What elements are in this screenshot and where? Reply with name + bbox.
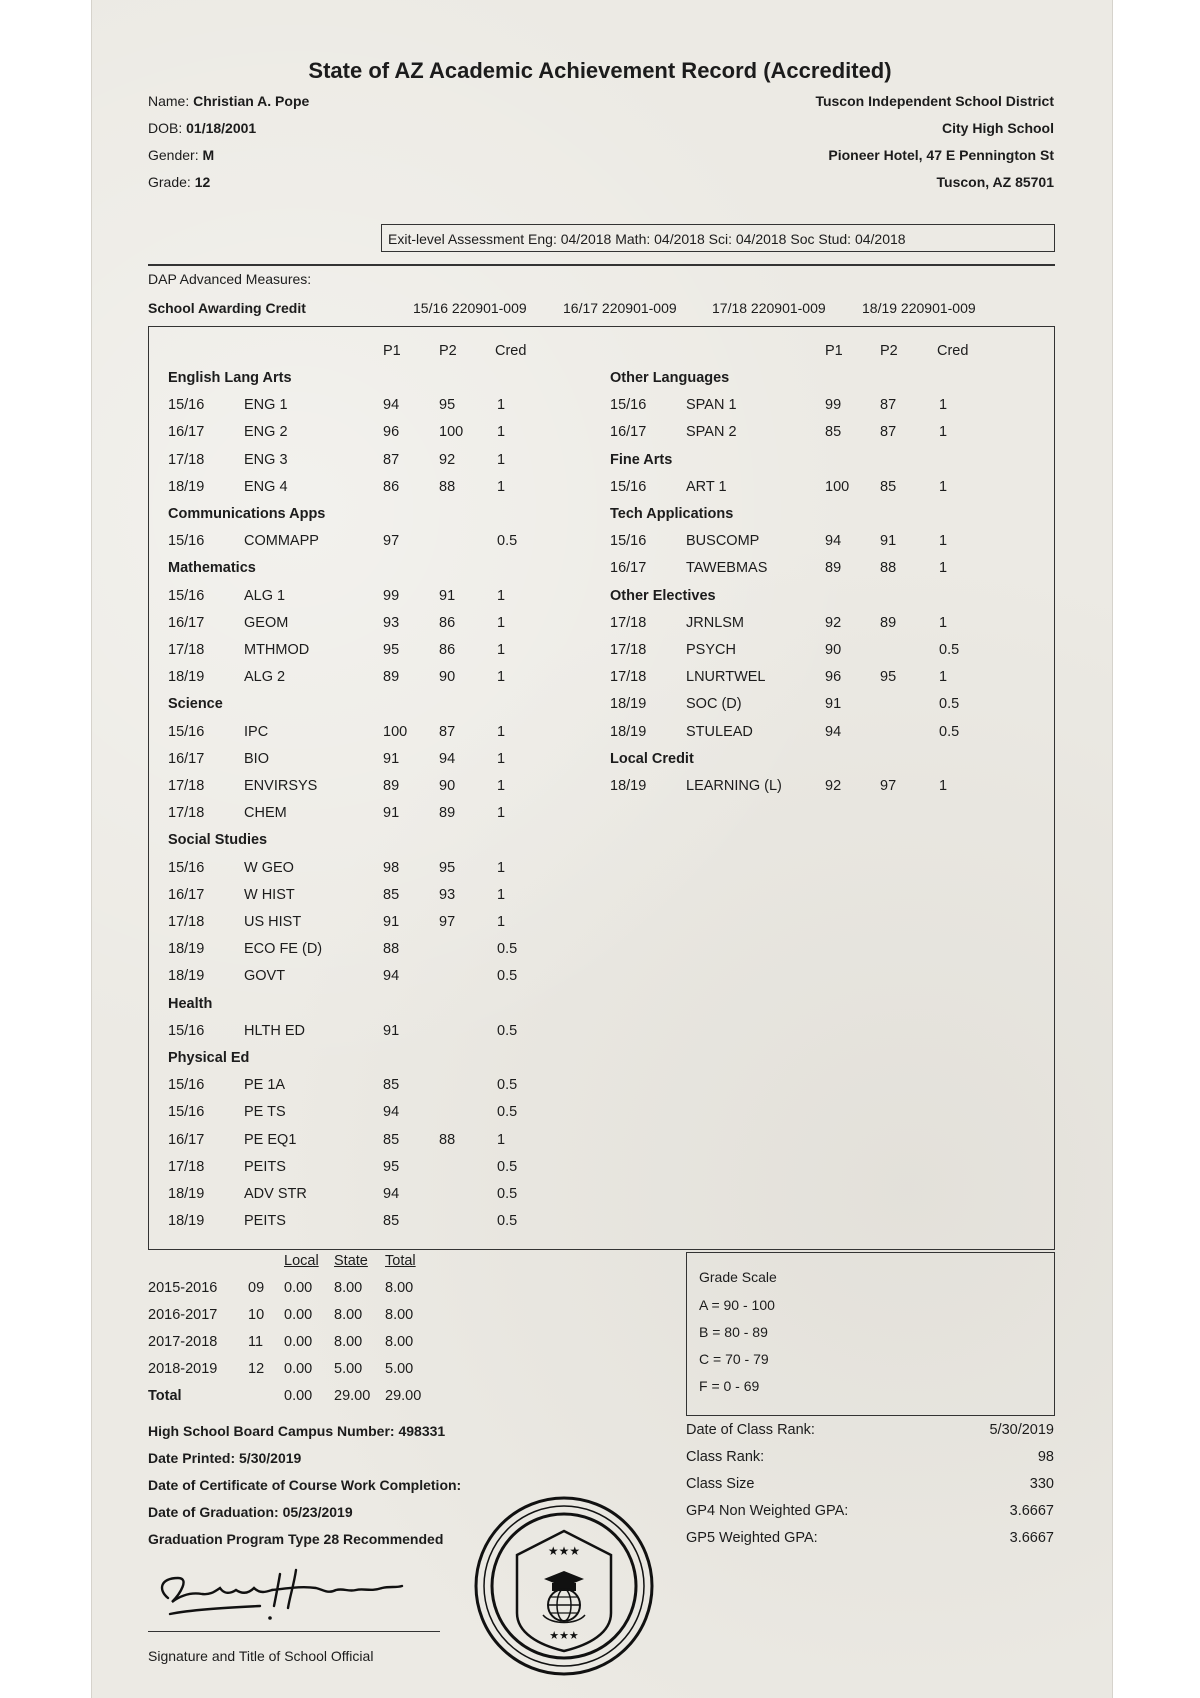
course-p1: 85 bbox=[825, 424, 842, 441]
course-name: IPC bbox=[244, 723, 269, 740]
rank-row bbox=[0, 1444, 1200, 1471]
credit-state: 5.00 bbox=[334, 1361, 363, 1377]
credit-year: 2015-2016 bbox=[148, 1280, 218, 1296]
course-p1: 92 bbox=[825, 778, 842, 794]
course-credit: 0.5 bbox=[497, 968, 518, 985]
rank-value: 5/30/2019 bbox=[989, 1422, 1054, 1438]
course-year: 17/18 bbox=[168, 1158, 205, 1175]
course-p2: 87 bbox=[439, 723, 456, 740]
course-credit: 1 bbox=[497, 424, 506, 441]
school-name: City High School bbox=[942, 120, 1054, 136]
course-year: 17/18 bbox=[610, 614, 647, 631]
section-title: Other Electives bbox=[610, 587, 716, 604]
course-year: 17/18 bbox=[168, 914, 205, 930]
course-name: BIO bbox=[244, 750, 269, 767]
course-p2: 88 bbox=[880, 560, 897, 577]
section-title: Fine Arts bbox=[610, 451, 673, 468]
course-credit: 1 bbox=[497, 723, 506, 740]
course-credit: 1 bbox=[497, 886, 506, 903]
course-credit: 1 bbox=[497, 778, 506, 794]
course-year: 18/19 bbox=[168, 1186, 205, 1202]
course-year: 18/19 bbox=[168, 941, 205, 958]
course-row bbox=[0, 1208, 1200, 1235]
rank-label: GP4 Non Weighted GPA: bbox=[686, 1503, 849, 1519]
course-section-heading bbox=[0, 501, 1200, 528]
credit-local: 0.00 bbox=[284, 1280, 313, 1296]
course-name: JRNLSM bbox=[686, 614, 745, 631]
course-name: ENG 2 bbox=[244, 424, 288, 441]
course-p1: 100 bbox=[825, 478, 850, 495]
course-p1: 99 bbox=[825, 397, 842, 414]
student-gender: Gender: M bbox=[148, 147, 215, 163]
graduation-date: Date of Graduation: 05/23/2019 bbox=[148, 1504, 353, 1520]
course-name: LEARNING (L) bbox=[686, 778, 782, 794]
rank-value: 98 bbox=[1037, 1449, 1054, 1465]
course-name: PEITS bbox=[244, 1158, 286, 1175]
course-name: STULEAD bbox=[686, 723, 753, 740]
course-name: W HIST bbox=[244, 886, 295, 903]
school-awarding-label: School Awarding Credit bbox=[148, 300, 306, 316]
credit-summary-row bbox=[0, 1275, 600, 1302]
svg-text:★★★: ★★★ bbox=[547, 1544, 581, 1558]
credit-local: 0.00 bbox=[284, 1307, 313, 1323]
course-credit: 0.5 bbox=[497, 941, 518, 958]
course-row bbox=[0, 882, 1200, 909]
course-name: GEOM bbox=[244, 614, 289, 631]
course-credit: 0.5 bbox=[497, 1022, 518, 1039]
course-name: ENG 4 bbox=[244, 478, 288, 495]
course-credit: 1 bbox=[497, 750, 506, 767]
course-credit: 1 bbox=[497, 914, 506, 930]
school-seal-icon bbox=[471, 1493, 657, 1679]
course-row bbox=[0, 855, 1200, 882]
course-name: PSYCH bbox=[686, 642, 736, 658]
signature-caption: Signature and Title of School Official bbox=[148, 1648, 374, 1664]
course-p1: 96 bbox=[383, 424, 400, 441]
credit-year: 2017-2018 bbox=[148, 1334, 218, 1350]
course-p2: 97 bbox=[439, 914, 456, 930]
rank-label: Class Rank: bbox=[686, 1449, 765, 1465]
course-p1: 91 bbox=[383, 805, 400, 822]
course-p1: 95 bbox=[383, 642, 400, 658]
total-state: 29.00 bbox=[334, 1388, 371, 1404]
course-name: ALG 2 bbox=[244, 669, 286, 686]
course-p1: 91 bbox=[383, 750, 400, 767]
course-name: MTHMOD bbox=[244, 642, 310, 658]
rank-row bbox=[0, 1417, 1200, 1444]
course-name: PE 1A bbox=[244, 1077, 286, 1094]
course-year: 18/19 bbox=[168, 669, 205, 686]
course-credit: 1 bbox=[939, 614, 948, 631]
course-year: 16/17 bbox=[610, 560, 647, 577]
course-year: 15/16 bbox=[168, 533, 205, 550]
left-cred-header: Cred bbox=[495, 343, 527, 359]
course-p1: 94 bbox=[383, 968, 400, 985]
course-section-heading bbox=[0, 583, 1200, 610]
rank-label: Date of Class Rank: bbox=[686, 1422, 815, 1438]
course-p1: 89 bbox=[383, 669, 400, 686]
grade-scale-title: Grade Scale bbox=[699, 1269, 777, 1285]
course-year: 18/19 bbox=[168, 478, 205, 495]
course-p1: 89 bbox=[825, 560, 842, 577]
course-row bbox=[0, 936, 1200, 963]
credit-grade: 11 bbox=[248, 1334, 264, 1350]
course-row bbox=[0, 610, 1200, 637]
student-dob: DOB: 01/18/2001 bbox=[148, 120, 257, 136]
course-name: W GEO bbox=[244, 859, 294, 876]
course-p1: 86 bbox=[383, 478, 400, 495]
course-p1: 93 bbox=[383, 614, 400, 631]
course-year: 15/16 bbox=[168, 1022, 205, 1039]
course-p1: 94 bbox=[825, 533, 842, 550]
rank-value: 330 bbox=[1029, 1476, 1054, 1492]
awarding-year-2: 16/17 220901-009 bbox=[563, 300, 677, 316]
exit-assessment-box: Exit-level Assessment Eng: 04/2018 Math: 04/2018 Sci: 04/2018 Soc Stud: 04/2018 bbox=[381, 224, 1055, 252]
course-p2: 95 bbox=[439, 397, 456, 414]
school-address: Pioneer Hotel, 47 E Pennington St bbox=[828, 147, 1054, 163]
course-credit: 1 bbox=[497, 642, 506, 658]
course-year: 15/16 bbox=[168, 397, 205, 414]
course-p2: 88 bbox=[439, 478, 456, 495]
dap-label: DAP Advanced Measures: bbox=[148, 271, 312, 287]
credit-total: 8.00 bbox=[385, 1307, 414, 1323]
course-p1: 94 bbox=[383, 1186, 400, 1202]
section-title: Physical Ed bbox=[168, 1050, 250, 1066]
course-name: CHEM bbox=[244, 805, 287, 822]
section-title: Other Languages bbox=[610, 370, 730, 386]
course-credit: 1 bbox=[939, 560, 948, 577]
awarding-year-1: 15/16 220901-009 bbox=[413, 300, 527, 316]
section-title: Communications Apps bbox=[168, 506, 326, 522]
signature-line bbox=[148, 1631, 440, 1632]
section-title: Health bbox=[168, 995, 213, 1012]
course-name: ENG 1 bbox=[244, 397, 288, 414]
course-row bbox=[0, 909, 1200, 936]
course-section-heading bbox=[0, 746, 1200, 773]
course-year: 15/16 bbox=[610, 533, 647, 550]
section-title: Social Studies bbox=[168, 832, 268, 849]
course-year: 17/18 bbox=[610, 669, 647, 686]
course-name: GOVT bbox=[244, 968, 286, 985]
course-credit: 1 bbox=[939, 533, 948, 550]
course-row bbox=[0, 664, 1200, 691]
course-credit: 0.5 bbox=[939, 642, 960, 658]
course-name: BUSCOMP bbox=[686, 533, 760, 550]
course-row bbox=[0, 1154, 1200, 1181]
course-row bbox=[0, 528, 1200, 555]
course-year: 18/19 bbox=[610, 723, 647, 740]
course-name: SOC (D) bbox=[686, 696, 742, 713]
student-name: Name: Christian A. Pope bbox=[148, 93, 310, 109]
page-title: State of AZ Academic Achievement Record (Accredited) bbox=[308, 58, 892, 83]
course-row bbox=[0, 719, 1200, 746]
course-credit: 1 bbox=[939, 669, 948, 686]
course-year: 16/17 bbox=[168, 424, 205, 441]
course-p1: 85 bbox=[383, 1213, 400, 1230]
course-name: US HIST bbox=[244, 914, 302, 930]
student-grade: Grade: 12 bbox=[148, 174, 211, 190]
course-p1: 89 bbox=[383, 778, 400, 794]
course-p1: 100 bbox=[383, 723, 408, 740]
course-year: 16/17 bbox=[168, 1131, 205, 1148]
course-year: 15/16 bbox=[168, 1104, 205, 1121]
course-p1: 91 bbox=[825, 696, 842, 713]
credit-summary-row bbox=[0, 1329, 600, 1356]
course-name: PEITS bbox=[244, 1213, 286, 1230]
course-name: COMMAPP bbox=[244, 533, 319, 550]
credit-year: 2018-2019 bbox=[148, 1361, 218, 1377]
course-credit: 1 bbox=[497, 669, 506, 686]
course-name: ENVIRSYS bbox=[244, 778, 318, 794]
course-p2: 90 bbox=[439, 669, 456, 686]
course-p1: 97 bbox=[383, 533, 400, 550]
course-p2: 87 bbox=[880, 397, 897, 414]
course-p2: 95 bbox=[439, 859, 456, 876]
credit-grade: 09 bbox=[248, 1280, 265, 1296]
state-header: State bbox=[334, 1253, 368, 1269]
course-row bbox=[0, 1099, 1200, 1126]
course-credit: 0.5 bbox=[497, 533, 518, 550]
course-credit: 0.5 bbox=[497, 1213, 518, 1230]
course-year: 15/16 bbox=[168, 1077, 205, 1094]
section-title: Science bbox=[168, 696, 223, 713]
course-credit: 1 bbox=[497, 451, 506, 468]
course-credit: 1 bbox=[939, 397, 948, 414]
section-title: Mathematics bbox=[168, 560, 256, 577]
course-year: 15/16 bbox=[168, 859, 205, 876]
credit-state: 8.00 bbox=[334, 1280, 363, 1296]
course-section-heading bbox=[0, 1045, 1200, 1072]
course-p1: 94 bbox=[383, 397, 400, 414]
course-name: ART 1 bbox=[686, 478, 727, 495]
rank-value: 3.6667 bbox=[1009, 1530, 1054, 1546]
course-year: 17/18 bbox=[610, 642, 647, 658]
credit-summary-header bbox=[0, 1248, 600, 1275]
official-signature bbox=[150, 1560, 410, 1630]
course-row bbox=[0, 800, 1200, 827]
course-credit: 1 bbox=[939, 424, 948, 441]
course-credit: 0.5 bbox=[497, 1186, 518, 1202]
credit-local: 0.00 bbox=[284, 1361, 313, 1377]
course-p2: 88 bbox=[439, 1131, 456, 1148]
courses-column-headers bbox=[0, 338, 1200, 365]
course-p2: 89 bbox=[880, 614, 897, 631]
course-p1: 90 bbox=[825, 642, 842, 658]
course-p1: 85 bbox=[383, 1131, 400, 1148]
course-year: 18/19 bbox=[610, 696, 647, 713]
credit-grade: 10 bbox=[248, 1307, 265, 1323]
course-row bbox=[0, 1072, 1200, 1099]
credit-summary-row bbox=[0, 1356, 600, 1383]
left-p2-header: P2 bbox=[439, 343, 457, 359]
course-year: 15/16 bbox=[610, 478, 647, 495]
credit-summary-row bbox=[0, 1302, 600, 1329]
course-p1: 91 bbox=[383, 1022, 400, 1039]
rank-label: Class Size bbox=[686, 1476, 755, 1492]
course-credit: 1 bbox=[497, 805, 506, 822]
course-year: 15/16 bbox=[168, 723, 205, 740]
course-row bbox=[0, 1127, 1200, 1154]
course-credit: 1 bbox=[497, 397, 506, 414]
total-label: Total bbox=[148, 1388, 182, 1404]
right-p1-header: P1 bbox=[825, 343, 843, 359]
course-row bbox=[0, 773, 1200, 800]
rank-label: GP5 Weighted GPA: bbox=[686, 1530, 818, 1546]
grade-scale-f: F = 0 - 69 bbox=[699, 1378, 760, 1394]
course-year: 17/18 bbox=[168, 642, 205, 658]
grade-scale-c: C = 70 - 79 bbox=[699, 1351, 769, 1367]
course-row bbox=[0, 637, 1200, 664]
course-row bbox=[0, 963, 1200, 990]
course-name: SPAN 2 bbox=[686, 424, 737, 441]
campus-number: High School Board Campus Number: 498331 bbox=[148, 1423, 446, 1439]
credit-state: 8.00 bbox=[334, 1307, 363, 1323]
course-name: ENG 3 bbox=[244, 451, 288, 468]
course-year: 17/18 bbox=[168, 805, 205, 822]
course-row bbox=[0, 474, 1200, 501]
section-title: English Lang Arts bbox=[168, 370, 292, 386]
course-p2: 100 bbox=[439, 424, 464, 441]
course-p1: 87 bbox=[383, 451, 400, 468]
course-year: 16/17 bbox=[168, 750, 205, 767]
awarding-year-3: 17/18 220901-009 bbox=[712, 300, 826, 316]
course-credit: 1 bbox=[939, 478, 948, 495]
course-p2: 97 bbox=[880, 778, 897, 794]
course-credit: 0.5 bbox=[939, 696, 960, 713]
course-credit: 1 bbox=[497, 859, 506, 876]
course-p2: 85 bbox=[880, 478, 897, 495]
course-year: 16/17 bbox=[610, 424, 647, 441]
rank-value: 3.6667 bbox=[1009, 1503, 1054, 1519]
date-printed: Date Printed: 5/30/2019 bbox=[148, 1450, 302, 1466]
course-p2: 90 bbox=[439, 778, 456, 794]
grade-scale-a: A = 90 - 100 bbox=[699, 1297, 775, 1313]
course-credit: 1 bbox=[497, 1131, 506, 1148]
course-section-heading bbox=[0, 447, 1200, 474]
course-credit: 0.5 bbox=[497, 1158, 518, 1175]
right-cred-header: Cred bbox=[937, 343, 969, 359]
course-p2: 91 bbox=[880, 533, 897, 550]
course-credit: 1 bbox=[497, 587, 506, 604]
course-year: 17/18 bbox=[168, 778, 205, 794]
course-credit: 1 bbox=[939, 778, 948, 794]
course-name: PE EQ1 bbox=[244, 1131, 297, 1148]
course-p1: 85 bbox=[383, 1077, 400, 1094]
section-title: Local Credit bbox=[610, 750, 694, 767]
course-year: 18/19 bbox=[610, 778, 647, 794]
course-name: ECO FE (D) bbox=[244, 941, 323, 958]
course-year: 16/17 bbox=[168, 886, 205, 903]
school-city: Tuscon, AZ 85701 bbox=[936, 174, 1054, 190]
section-title: Tech Applications bbox=[610, 506, 734, 522]
course-p1: 92 bbox=[825, 614, 842, 631]
course-name: PE TS bbox=[244, 1104, 286, 1121]
credit-total: 5.00 bbox=[385, 1361, 414, 1377]
course-name: LNURTWEL bbox=[686, 669, 766, 686]
course-name: ADV STR bbox=[244, 1186, 307, 1202]
course-p2: 86 bbox=[439, 642, 456, 658]
course-credit: 0.5 bbox=[497, 1077, 518, 1094]
credit-local: 0.00 bbox=[284, 1334, 313, 1350]
course-row bbox=[0, 555, 1200, 582]
course-name: SPAN 1 bbox=[686, 397, 737, 414]
course-row bbox=[0, 1181, 1200, 1208]
course-p1: 94 bbox=[825, 723, 842, 740]
course-row bbox=[0, 419, 1200, 446]
course-p2: 89 bbox=[439, 805, 456, 822]
course-credit: 0.5 bbox=[939, 723, 960, 740]
total-total: 29.00 bbox=[385, 1388, 422, 1404]
course-p2: 92 bbox=[439, 451, 456, 468]
course-year: 16/17 bbox=[168, 614, 205, 631]
course-year: 15/16 bbox=[168, 587, 205, 604]
course-p1: 96 bbox=[825, 669, 842, 686]
course-name: ALG 1 bbox=[244, 587, 286, 604]
course-year: 17/18 bbox=[168, 451, 205, 468]
right-p2-header: P2 bbox=[880, 343, 898, 359]
course-p1: 85 bbox=[383, 886, 400, 903]
course-year: 18/19 bbox=[168, 1213, 205, 1230]
course-p2: 94 bbox=[439, 750, 456, 767]
school-district: Tuscon Independent School District bbox=[815, 93, 1054, 109]
credit-state: 8.00 bbox=[334, 1334, 363, 1350]
course-section-heading bbox=[0, 991, 1200, 1018]
course-p2: 95 bbox=[880, 669, 897, 686]
course-row bbox=[0, 392, 1200, 419]
course-year: 15/16 bbox=[610, 397, 647, 414]
course-p2: 93 bbox=[439, 886, 456, 903]
course-row bbox=[0, 691, 1200, 718]
course-p2: 87 bbox=[880, 424, 897, 441]
graduation-program: Graduation Program Type 28 Recommended bbox=[148, 1531, 444, 1547]
svg-text:★★★: ★★★ bbox=[549, 1629, 579, 1642]
total-local: 0.00 bbox=[284, 1388, 313, 1404]
course-p1: 88 bbox=[383, 941, 400, 958]
course-name: HLTH ED bbox=[244, 1022, 305, 1039]
header-divider bbox=[148, 264, 1055, 266]
course-p2: 91 bbox=[439, 587, 456, 604]
local-header: Local bbox=[284, 1253, 319, 1269]
credit-total: 8.00 bbox=[385, 1334, 414, 1350]
credit-total: 8.00 bbox=[385, 1280, 414, 1296]
course-credit: 1 bbox=[497, 614, 506, 631]
course-p1: 91 bbox=[383, 914, 400, 930]
course-p1: 95 bbox=[383, 1158, 400, 1175]
course-p2: 86 bbox=[439, 614, 456, 631]
left-p1-header: P1 bbox=[383, 343, 401, 359]
course-name: TAWEBMAS bbox=[686, 560, 768, 577]
total-header: Total bbox=[385, 1253, 416, 1269]
course-section-heading bbox=[0, 827, 1200, 854]
course-credit: 0.5 bbox=[497, 1104, 518, 1121]
course-row bbox=[0, 1018, 1200, 1045]
course-p1: 99 bbox=[383, 587, 400, 604]
course-year: 18/19 bbox=[168, 968, 205, 985]
credit-year: 2016-2017 bbox=[148, 1307, 218, 1323]
course-p1: 94 bbox=[383, 1104, 400, 1121]
credit-grade: 12 bbox=[248, 1361, 265, 1377]
course-section-heading bbox=[0, 365, 1200, 392]
awarding-year-4: 18/19 220901-009 bbox=[862, 300, 976, 316]
certificate-date: Date of Certificate of Course Work Completion: bbox=[148, 1477, 462, 1493]
course-p1: 98 bbox=[383, 859, 400, 876]
credit-summary-total bbox=[0, 1383, 600, 1410]
course-credit: 1 bbox=[497, 478, 506, 495]
grade-scale-b: B = 80 - 89 bbox=[699, 1324, 768, 1340]
